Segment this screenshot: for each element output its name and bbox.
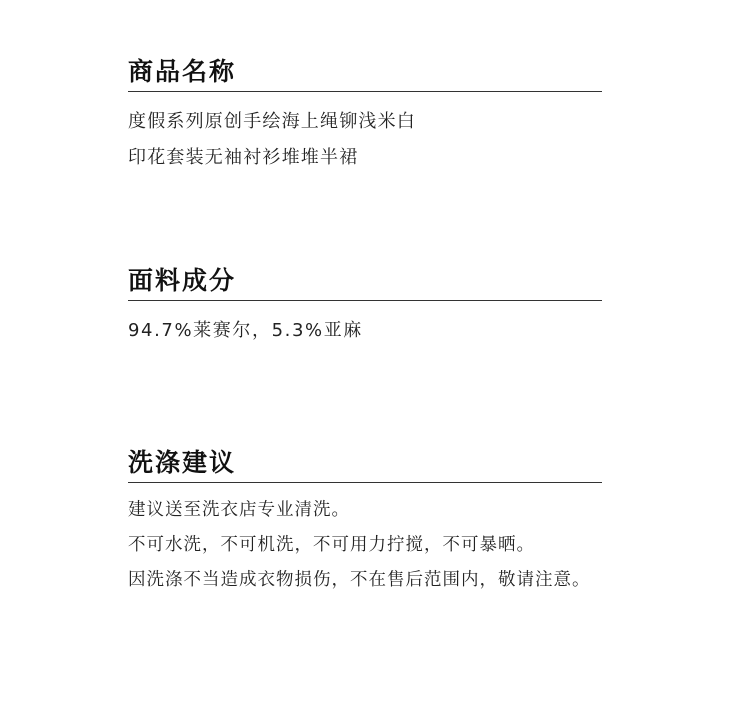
care-instruction: 因洗涤不当造成衣物损伤，不在售后范围内，敬请注意。 — [128, 570, 591, 590]
care-divider — [128, 482, 602, 483]
product-name-line: 度假系列原创手绘海上绳铆浅米白 — [128, 111, 416, 132]
product-name-line: 印花套装无袖衬衫堆堆半裙 — [128, 147, 359, 168]
care-section — [128, 448, 602, 598]
care-instruction: 建议送至洗衣店专业清洗。 — [128, 500, 350, 520]
product-name-divider — [128, 91, 602, 92]
fabric-composition: 94.7%莱赛尔，5.3%亚麻 — [128, 320, 363, 341]
product-name-section — [128, 57, 602, 176]
fabric-section — [128, 266, 602, 349]
fabric-divider — [128, 300, 602, 301]
care-instruction: 不可水洗，不可机洗，不可用力拧搅，不可暴晒。 — [128, 535, 535, 555]
care-body — [128, 493, 602, 598]
product-name-heading: 商品名称 — [128, 57, 237, 86]
fabric-heading: 面料成分 — [128, 266, 237, 295]
fabric-body — [128, 313, 602, 349]
product-name-body — [128, 104, 602, 176]
care-heading: 洗涤建议 — [128, 448, 237, 477]
